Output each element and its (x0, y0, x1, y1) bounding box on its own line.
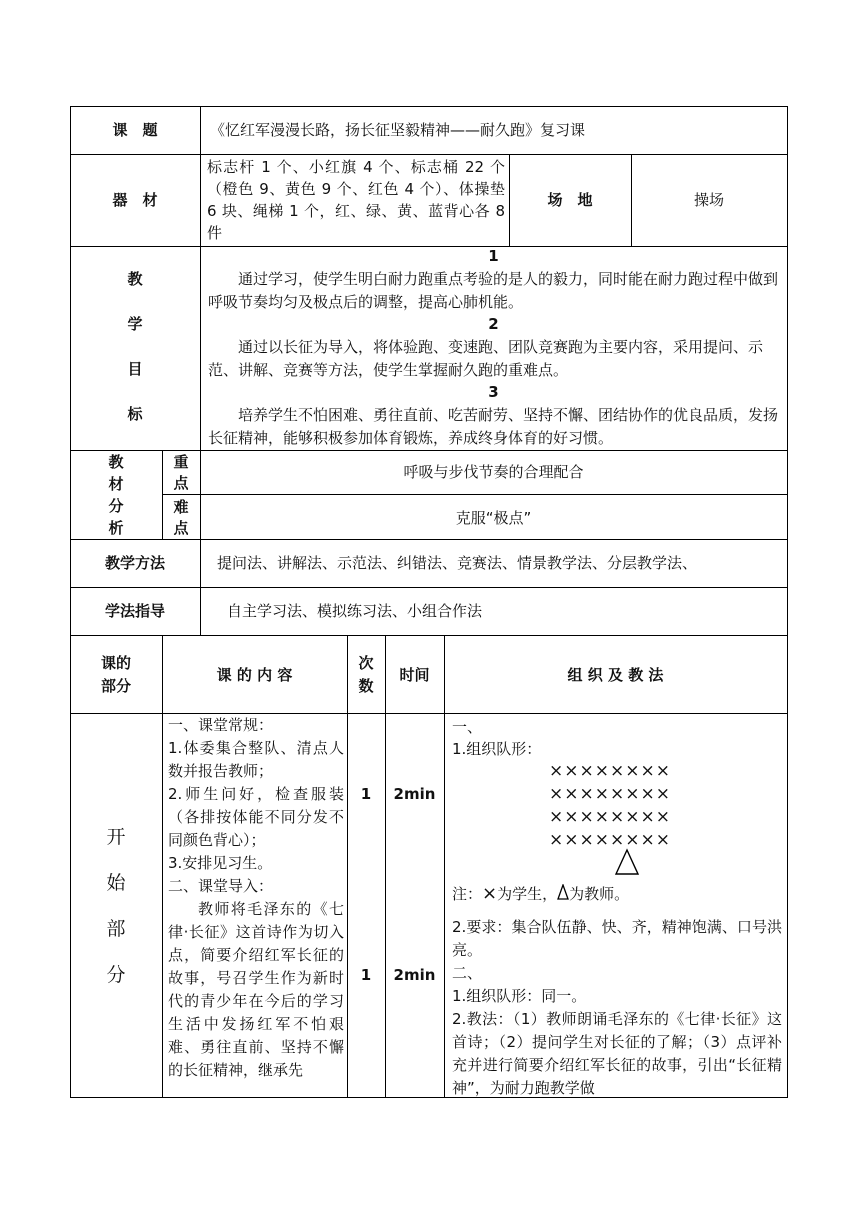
teacher-triangle-icon (614, 848, 640, 876)
org-heading: 二、 (452, 964, 483, 982)
note-teacher: 为教师。 (569, 885, 630, 903)
analysis-label-char: 分 (108, 497, 124, 515)
learning-guidance-label: 学法指导 (104, 602, 165, 620)
student-row: ×××××××× (549, 784, 671, 804)
header-part: 部分 (100, 677, 131, 695)
header-time: 时间 (399, 666, 430, 684)
student-cross-icon: × (482, 883, 498, 904)
student-row: ×××××××× (549, 830, 671, 850)
start-content (168, 714, 344, 1082)
content-heading: 一、课堂常规： (168, 716, 274, 734)
time-value: 2min (393, 785, 436, 803)
org-details (452, 916, 782, 1100)
header-part: 课的 (100, 654, 131, 672)
objective-number: 1 (488, 247, 499, 265)
header-organization: 组 织 及 教 法 (567, 666, 664, 684)
start-section-char: 开 (106, 826, 126, 848)
count-value: 1 (360, 966, 372, 984)
org-formation: 1.组织队形：同一。 (452, 987, 587, 1005)
objective-text: 通过学习，使学生明白耐力跑重点考验的是人的毅力，同时能在耐力跑过程中做到呼吸节奏均匀及极点后的调整，提高心肺机能。 (208, 270, 779, 311)
org-formation-label: 1.组织队形： (452, 740, 542, 758)
content-item: 1.体委集合整队、清点人数并报告教师； (168, 739, 344, 780)
header-content: 课 的 内 容 (216, 666, 293, 684)
key-point-label-char: 点 (173, 474, 189, 492)
objectives-label-char: 学 (127, 315, 143, 333)
teacher-small-triangle-icon (557, 883, 569, 899)
objective-text: 通过以长征为导入，将体验跑、变速跑、团队竞赛跑为主要内容，采用提问、示范、讲解、竞赛等方法，使学生掌握耐久跑的重难点。 (208, 338, 764, 379)
objectives-label-char: 标 (127, 405, 143, 423)
header-count: 次 (358, 654, 374, 672)
equipment-value: 标志杆 1 个、小红旗 4 个、标志桶 22 个（橙色 9、黄色 9 个、红色 4 个）、体操垫 6 块、绳梯 1 个，红、绿、黄、蓝背心各 8 件 (207, 158, 505, 242)
analysis-label-char: 析 (108, 519, 124, 537)
difficulty-label-char: 难 (173, 498, 189, 516)
note-student: 为学生， (497, 885, 558, 903)
org-heading: 一、 (452, 718, 483, 736)
objectives-label-char: 教 (127, 270, 143, 288)
topic-label: 课 题 (112, 121, 158, 139)
org-method: 2.教法：（1）教师朗诵毛泽东的《七律·长征》这首诗；（2）提问学生对长征的了解；（3）点评补充并进行简要介绍红军长征的故事，引出“长征精神”，为耐力跑教学做 (452, 1010, 782, 1097)
content-heading: 二、课堂导入： (168, 877, 274, 895)
equipment-label: 器 材 (112, 191, 158, 209)
start-section-char: 部 (106, 918, 126, 940)
header-count: 数 (358, 677, 374, 695)
content-item: 2.师生问好，检查服装（各排按体能不同分发不同颜色背心）； (168, 785, 344, 849)
time-value: 2min (393, 966, 436, 984)
venue-value: 操场 (693, 191, 724, 209)
content-item: 3.安排见习生。 (168, 854, 273, 872)
teaching-method-label: 教学方法 (104, 554, 165, 572)
analysis-label-char: 教 (108, 453, 124, 471)
org-note (452, 882, 629, 906)
objective-number: 2 (488, 315, 499, 333)
difficulty-label-char: 点 (173, 519, 189, 537)
key-point-label-char: 重 (173, 453, 189, 471)
teaching-method-value: 提问法、讲解法、示范法、纠错法、竞赛法、情景教学法、分层教学法、 (217, 554, 698, 572)
learning-guidance-value: 自主学习法、模拟练习法、小组合作法 (227, 602, 483, 620)
venue-label: 场 地 (547, 191, 593, 209)
student-row: ×××××××× (549, 761, 671, 781)
objectives-label-char: 目 (127, 360, 143, 378)
org-requirement: 2.要求：集合队伍静、快、齐，精神饱满、口号洪亮。 (452, 918, 782, 959)
analysis-label-char: 材 (108, 475, 124, 493)
topic-value: 《忆红军漫漫长路，扬长征坚毅精神——耐久跑》复习课 (210, 121, 586, 139)
start-section-char: 分 (106, 964, 126, 986)
content-intro: 教师将毛泽东的《七律·长征》这首诗作为切入点，简要介绍红军长征的故事，号召学生作为新时代的青少年在今后的学习生活中发扬红军不怕艰难、勇往直前、坚持不懈的长征精神，继承先 (168, 900, 344, 1079)
objective-number: 3 (488, 383, 499, 401)
key-point-value: 呼吸与步伐节奏的合理配合 (403, 463, 584, 481)
student-row: ×××××××× (549, 807, 671, 827)
count-value: 1 (360, 785, 372, 803)
start-section-char: 始 (106, 872, 126, 894)
difficulty-value: 克服“极点” (455, 509, 532, 527)
note-prefix: 注： (452, 885, 483, 903)
objective-text: 培养学生不怕困难、勇往直前、吃苦耐劳、坚持不懈、团结协作的优良品质，发扬长征精神，能够积极参加体育锻炼，养成终身体育的好习惯。 (208, 406, 779, 447)
